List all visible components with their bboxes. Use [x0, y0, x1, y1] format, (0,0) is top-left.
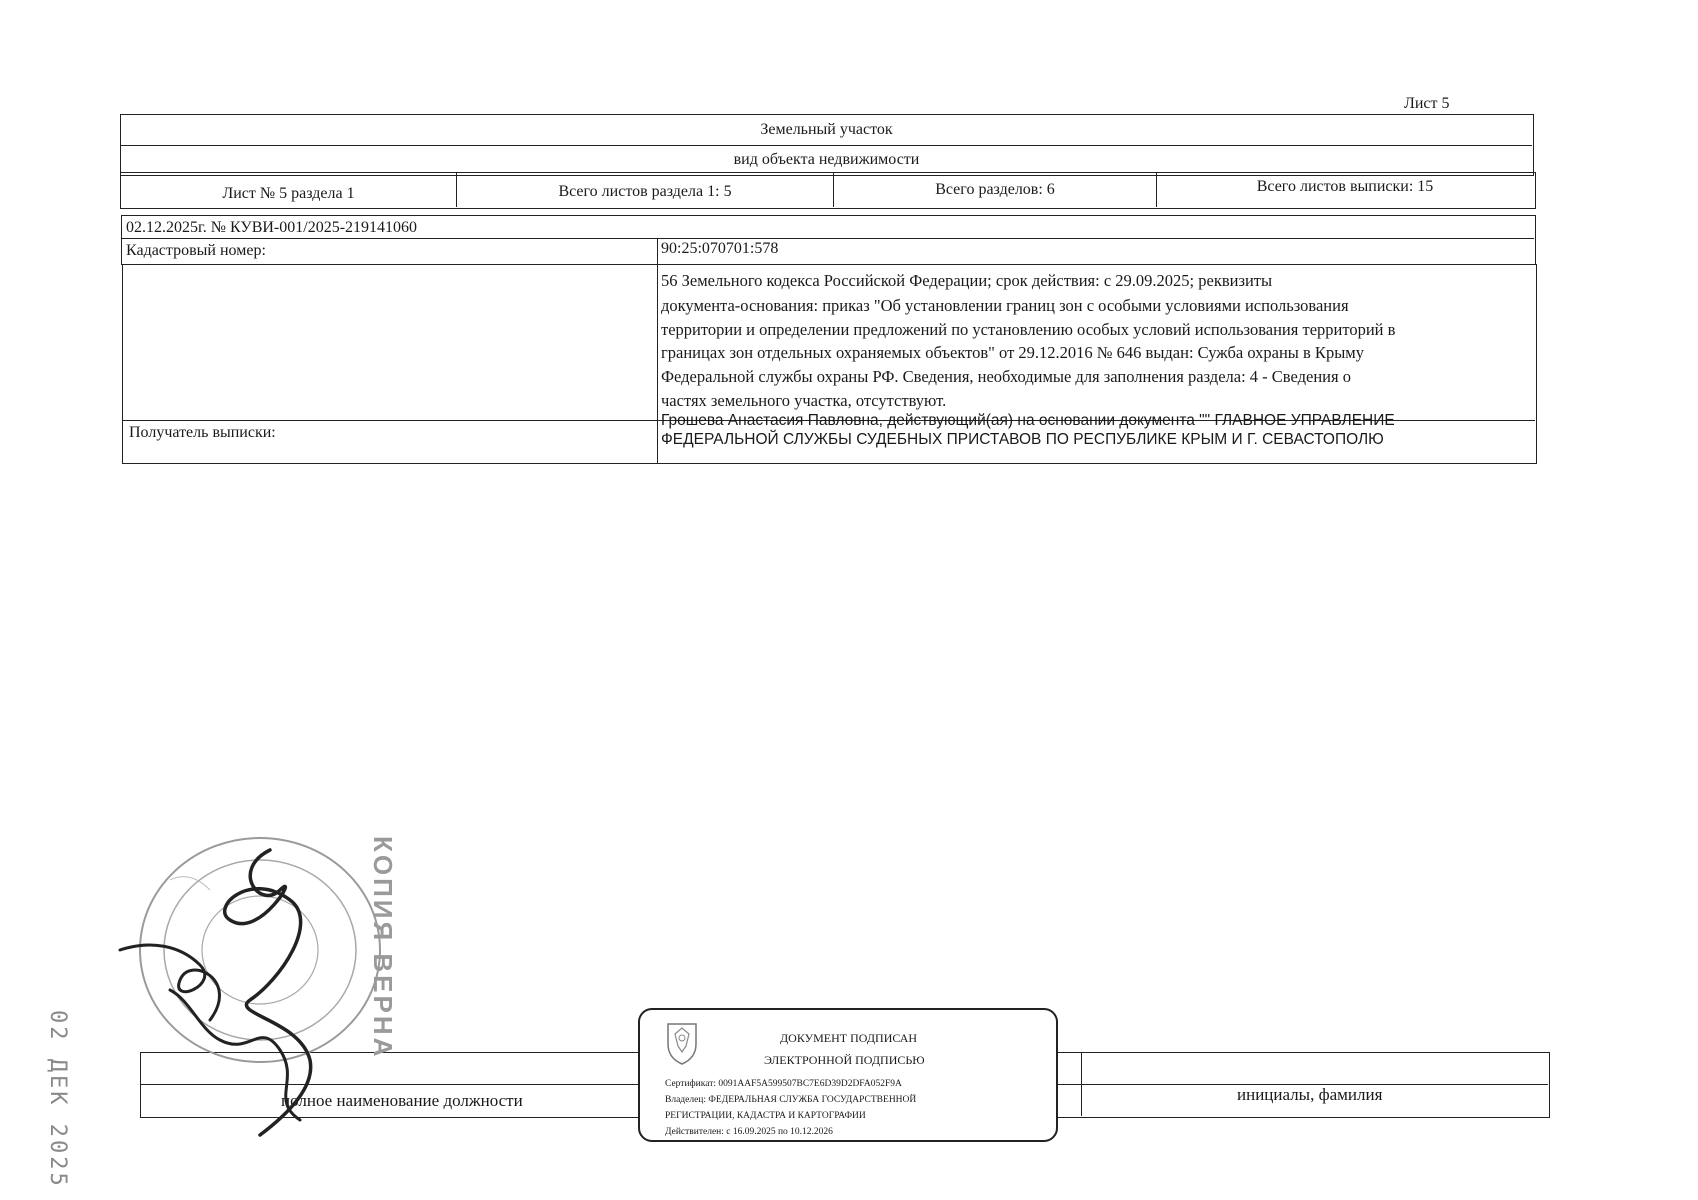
object-type-caption: вид объекта недвижимости — [733, 151, 920, 168]
cadastral-value: 90:25:070701:578 — [661, 240, 779, 257]
e-sig-owner-line1: Владелец: ФЕДЕРАЛЬНАЯ СЛУЖБА ГОСУДАРСТВЕННОЙ — [665, 1095, 917, 1105]
section-sheets-total: Всего листов раздела 1: 5 — [558, 183, 732, 200]
divider — [121, 145, 1532, 146]
divider — [657, 265, 658, 463]
handwritten-signature — [110, 830, 350, 1150]
sheet-label: Лист 5 — [1404, 95, 1450, 112]
e-sig-line1: ДОКУМЕНТ ПОДПИСАН — [780, 1031, 918, 1045]
e-sig-validity: Действителен: с 16.09.2025 по 10.12.2026 — [665, 1127, 833, 1137]
body-line-2: документа-основания: приказ "Об установлении границ зон с особыми условиями использования — [661, 296, 1349, 315]
record-block — [121, 215, 1536, 265]
e-sig-certificate: Сертификат: 0091AAF5A599507BC7E6D39D2DFA052F9A — [665, 1079, 902, 1089]
sections-total: Всего разделов: 6 — [935, 181, 1055, 198]
counts-row — [120, 172, 1536, 209]
divider — [1081, 1053, 1082, 1116]
body-line-6: частях земельного участка, отсутствуют. — [661, 391, 947, 410]
date-stamp: 02 ДЕК 2025 — [45, 1010, 70, 1189]
copy-stamp: КОПИЯ ВЕРНА — [368, 836, 398, 1060]
recipient-value-line1: Грошева Анастасия Павловна, действующий(ая) на основании документа "" ГЛАВНОЕ УПРАВЛЕНИЕ — [661, 412, 1395, 429]
recipient-label: Получатель выписки: — [129, 424, 276, 441]
recipient-value-line2: ФЕДЕРАЛЬНОЙ СЛУЖБЫ СУДЕБНЫХ ПРИСТАВОВ ПО РЕСПУБЛИКЕ КРЫМ И Г. СЕВАСТОПОЛЮ — [661, 431, 1384, 448]
body-line-4: границах зон отдельных охраняемых объектов" от 29.12.2016 № 646 выдан: Сужба охраны в Крыму — [661, 343, 1364, 362]
sheet-of-section: Лист № 5 раздела 1 — [222, 185, 355, 202]
emblem-icon — [662, 1018, 702, 1066]
e-signature-box — [638, 1008, 1058, 1142]
position-caption: полное наименование должности — [281, 1091, 523, 1110]
divider — [657, 238, 658, 264]
object-type: Земельный участок — [760, 121, 893, 138]
object-type-block — [120, 114, 1534, 176]
initials-caption: инициалы, фамилия — [1237, 1085, 1383, 1104]
body-line-1: 56 Земельного кодекса Российской Федерации; срок действия: с 29.09.2025; реквизиты — [661, 271, 1273, 290]
cadastral-label: Кадастровый номер: — [126, 242, 266, 259]
record-date-number: 02.12.2025г. № КУВИ-001/2025-219141060 — [126, 219, 418, 236]
extract-sheets-total: Всего листов выписки: 15 — [1256, 178, 1434, 195]
e-sig-owner-line2: РЕГИСТРАЦИИ, КАДАСТРА И КАРТОГРАФИИ — [665, 1111, 866, 1121]
divider — [122, 238, 1534, 239]
body-line-5: Федеральной службы охраны РФ. Сведения, необходимые для заполнения раздела: 4 - Сведения о — [661, 367, 1351, 386]
body-line-3: территории и определении предложений по установлению особых условий использования территорий в — [661, 320, 1396, 339]
e-sig-line2: ЭЛЕКТРОННОЙ ПОДПИСЬЮ — [764, 1053, 925, 1067]
